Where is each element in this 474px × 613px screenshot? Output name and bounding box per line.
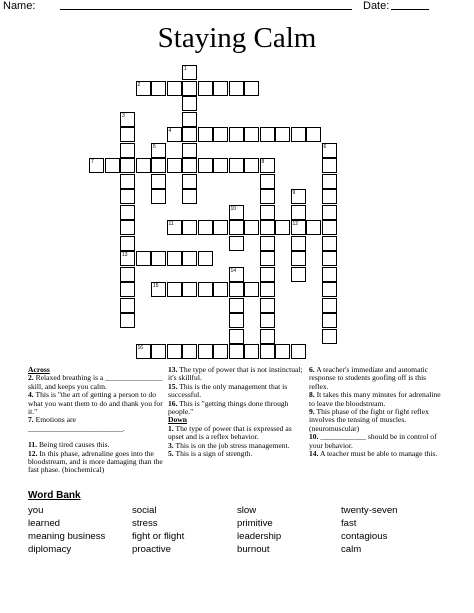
crossword-cell[interactable]: [182, 220, 197, 235]
clue-down-8: 8. It takes this many minutes for adrenaline to leave the bloodstream.: [309, 390, 441, 408]
crossword-cell[interactable]: [229, 81, 244, 96]
crossword-cell[interactable]: [260, 282, 275, 297]
crossword-cell[interactable]: [322, 174, 337, 189]
crossword-cell[interactable]: [291, 189, 306, 204]
crossword-cell[interactable]: [322, 189, 337, 204]
crossword-cell[interactable]: [260, 344, 275, 359]
crossword-cell[interactable]: [291, 251, 306, 266]
crossword-cell[interactable]: [198, 127, 213, 142]
crossword-cell[interactable]: [213, 282, 228, 297]
crossword-cell[interactable]: [306, 127, 321, 142]
header: [0, 0, 474, 14]
crossword-cell[interactable]: [120, 174, 135, 189]
crossword-cell[interactable]: [229, 282, 244, 297]
word-bank-item: burnout: [237, 544, 270, 555]
crossword-cell[interactable]: [151, 282, 166, 297]
clue-down-14: 14. A teacher must be able to manage this.: [309, 449, 438, 459]
crossword-cell[interactable]: [260, 189, 275, 204]
clue-across-2: 2. Relaxed breathing is a _______________ skill, and keeps you calm.: [28, 373, 163, 391]
clue-down-1: 1. The type of power that is expressed as upset and is a reflex behavior.: [168, 423, 292, 442]
down-heading: Down: [168, 415, 187, 425]
clue-across-4: 4. This is "the art of getting a person to do what you want them to do and thank you for it.": [28, 390, 163, 417]
clue-down-9: 9. This phase of the fight or fight reflex involves the tensing of muscles. (neuromuscular): [309, 407, 429, 433]
crossword-cell[interactable]: [322, 220, 337, 235]
crossword-cell[interactable]: [229, 313, 244, 328]
crossword-cell[interactable]: [229, 329, 244, 344]
word-bank-item: stress: [132, 518, 158, 529]
crossword-cell[interactable]: [136, 344, 151, 359]
crossword-cell[interactable]: [229, 220, 244, 235]
crossword-cell[interactable]: [322, 298, 337, 313]
crossword-cell[interactable]: [291, 220, 306, 235]
crossword-cell[interactable]: [198, 251, 213, 266]
cell-number: 16: [137, 345, 144, 351]
cell-number: 11: [168, 221, 174, 227]
cell-number: 13: [122, 252, 128, 258]
clue-down-10: 10. ____________ should be in control of your behavior.: [309, 432, 437, 450]
crossword-cell[interactable]: [291, 236, 306, 251]
crossword-cell[interactable]: [120, 313, 135, 328]
crossword-cell[interactable]: [182, 282, 197, 297]
cell-number: 2: [137, 81, 141, 88]
word-bank-item: leadership: [237, 531, 282, 542]
crossword-cell[interactable]: [182, 65, 197, 80]
word-bank-item: twenty-seven: [341, 505, 398, 516]
crossword-cell[interactable]: [198, 344, 213, 359]
crossword-cell[interactable]: [322, 205, 337, 220]
crossword-cell[interactable]: [120, 143, 135, 158]
crossword-cell[interactable]: [260, 127, 275, 142]
crossword-cell[interactable]: [120, 282, 135, 297]
cell-number: 3: [122, 112, 125, 119]
name-line[interactable]: [60, 9, 352, 10]
cell-number: 1: [184, 66, 187, 72]
crossword-cell[interactable]: [229, 298, 244, 313]
crossword-cell[interactable]: [229, 344, 244, 359]
crossword-cell[interactable]: [322, 158, 337, 173]
crossword-cell[interactable]: [182, 344, 197, 359]
date-label: Date:: [363, 0, 390, 12]
word-bank-item: you: [28, 505, 44, 516]
crossword-cell[interactable]: [291, 205, 306, 220]
crossword-cell[interactable]: [120, 158, 135, 173]
crossword-cell[interactable]: [229, 127, 244, 142]
crossword-cell[interactable]: [213, 81, 228, 96]
crossword-cell[interactable]: [322, 251, 337, 266]
word-bank-item: fast: [341, 518, 357, 529]
crossword-cell[interactable]: [322, 329, 337, 344]
word-bank-column-4: [341, 504, 398, 556]
cell-number: 15: [153, 283, 159, 289]
crossword-cell[interactable]: [182, 81, 197, 96]
crossword-cell[interactable]: [244, 220, 259, 235]
word-bank-item: meaning business: [28, 531, 106, 542]
crossword-cell[interactable]: [213, 158, 228, 173]
word-bank-title: Word Bank: [28, 490, 81, 501]
word-bank-item: learned: [28, 518, 61, 529]
crossword-cell[interactable]: [260, 205, 275, 220]
word-bank-column-1: [28, 504, 105, 556]
crossword-cell[interactable]: [213, 220, 228, 235]
crossword-cell[interactable]: [167, 344, 182, 359]
crossword-cell[interactable]: [275, 127, 290, 142]
crossword-cell[interactable]: [120, 298, 135, 313]
date-line[interactable]: [391, 9, 429, 10]
crossword-cell[interactable]: [182, 112, 197, 127]
clue-across-12: 12. In this phase, adrenaline goes into the bloodstream, and is more damaging than the fast phase. (biochemical): [28, 448, 163, 475]
cell-number: 5: [153, 143, 156, 150]
crossword-cell[interactable]: [182, 174, 197, 189]
clue-down-6: 6. A teacher's immediate and automatic response to students goofing off is this reflex.: [309, 365, 429, 391]
crossword-cell[interactable]: [198, 282, 213, 297]
cell-number: 9: [292, 190, 296, 196]
crossword-cell[interactable]: [260, 267, 275, 282]
crossword-cell[interactable]: [244, 81, 259, 96]
crossword-cell[interactable]: [198, 158, 213, 173]
crossword-cell[interactable]: [120, 236, 135, 251]
crossword-cell[interactable]: [322, 236, 337, 251]
crossword-cell[interactable]: [229, 158, 244, 173]
clue-across-13: 13. The type of power that is not instinctual; it's skillful.: [168, 365, 303, 383]
crossword-cell[interactable]: [198, 81, 213, 96]
crossword-cell[interactable]: [291, 267, 306, 282]
crossword-cell[interactable]: [120, 112, 135, 127]
crossword-cell[interactable]: [167, 220, 182, 235]
name-label: Name:: [3, 0, 36, 12]
crossword-cell[interactable]: [291, 344, 306, 359]
word-bank-item: fight or flight: [132, 531, 185, 542]
word-bank-column-2: [132, 504, 184, 556]
crossword-cell[interactable]: [322, 282, 337, 297]
clue-across-11: 11. Being tired causes this.: [28, 440, 110, 450]
crossword-cell[interactable]: [120, 127, 135, 142]
cell-number: 10: [230, 205, 237, 212]
crossword-cell[interactable]: [260, 236, 275, 251]
crossword-cell[interactable]: [229, 236, 244, 251]
clue-across-7: 7. Emotions are _________________________.: [28, 415, 125, 433]
crossword-cell[interactable]: [182, 158, 197, 173]
crossword-cell[interactable]: [136, 251, 151, 266]
clues-column-3: [309, 366, 447, 458]
crossword-cell[interactable]: [167, 282, 182, 297]
cell-number: 4: [168, 128, 172, 134]
crossword-cell[interactable]: [306, 220, 321, 235]
crossword-cell[interactable]: [291, 127, 306, 142]
crossword-cell[interactable]: [167, 251, 182, 266]
crossword-cell[interactable]: [244, 158, 259, 173]
crossword-cell[interactable]: [182, 189, 197, 204]
crossword-cell[interactable]: [260, 313, 275, 328]
crossword-cell[interactable]: [182, 96, 197, 111]
word-bank-item: social: [132, 505, 157, 516]
page-title: Staying Calm: [157, 22, 317, 54]
crossword-cell[interactable]: [182, 127, 197, 142]
word-bank-column-3: [237, 504, 281, 556]
crossword-cell[interactable]: [151, 158, 166, 173]
word-bank-item: contagious: [341, 531, 388, 542]
crossword-cell[interactable]: [275, 344, 290, 359]
crossword-cell[interactable]: [120, 189, 135, 204]
crossword-cell[interactable]: [120, 205, 135, 220]
crossword-cell[interactable]: [322, 143, 337, 158]
clues-column-1: [28, 366, 163, 475]
crossword-cell[interactable]: [136, 81, 151, 96]
word-bank-item: proactive: [132, 544, 171, 555]
crossword-cell[interactable]: [151, 189, 166, 204]
crossword-cell[interactable]: [167, 81, 182, 96]
crossword-cell[interactable]: [151, 174, 166, 189]
crossword-cell[interactable]: [322, 267, 337, 282]
crossword-cell[interactable]: [198, 220, 213, 235]
crossword-cell[interactable]: [275, 220, 290, 235]
crossword-cell[interactable]: [120, 267, 135, 282]
crossword-cell[interactable]: [182, 143, 197, 158]
crossword-cell[interactable]: [105, 158, 120, 173]
crossword-cell[interactable]: [260, 251, 275, 266]
cell-number: 7: [91, 159, 94, 165]
word-bank-item: calm: [341, 544, 362, 555]
crossword-cell[interactable]: [167, 158, 182, 173]
crossword-cell[interactable]: [136, 158, 151, 173]
crossword-cell[interactable]: [260, 298, 275, 313]
crossword-cell[interactable]: [322, 313, 337, 328]
crossword-cell[interactable]: [260, 329, 275, 344]
crossword-cell[interactable]: [120, 220, 135, 235]
cell-number: 8: [261, 159, 265, 165]
crossword-cell[interactable]: [120, 251, 135, 266]
crossword-cell[interactable]: [260, 174, 275, 189]
crossword-cell[interactable]: [244, 127, 259, 142]
crossword-cell[interactable]: [260, 220, 275, 235]
word-bank-item: slow: [237, 505, 257, 516]
crossword-cell[interactable]: [151, 251, 166, 266]
crossword-cell[interactable]: [213, 127, 228, 142]
clue-across-15: 15. This is the only management that is successful.: [168, 381, 288, 400]
crossword-cell[interactable]: [151, 344, 166, 359]
cell-number: 6: [323, 143, 327, 150]
word-bank-item: diplomacy: [28, 544, 72, 555]
across-heading: Across: [28, 365, 50, 374]
crossword-cell[interactable]: [89, 158, 104, 173]
crossword-cell[interactable]: [151, 81, 166, 96]
crossword-cell[interactable]: [244, 344, 259, 359]
crossword-cell[interactable]: [213, 344, 228, 359]
crossword-cell[interactable]: [182, 251, 197, 266]
clue-down-3: 3. This is on the job stress management.: [168, 440, 290, 450]
clue-across-16: 16. This is "getting things done through people.": [168, 398, 289, 417]
cell-number: 14: [230, 267, 237, 274]
crossword-cell[interactable]: [260, 158, 275, 173]
word-bank-item: primitive: [237, 518, 273, 529]
crossword-cell[interactable]: [167, 127, 182, 142]
crossword-cell[interactable]: [229, 267, 244, 282]
crossword-cell[interactable]: [151, 143, 166, 158]
cell-number: 12: [292, 221, 299, 227]
crossword-cell[interactable]: [244, 282, 259, 297]
clue-down-5: 5. This is a sign of strength.: [168, 449, 253, 459]
crossword-cell[interactable]: [229, 205, 244, 220]
clues-column-2: [168, 366, 303, 458]
